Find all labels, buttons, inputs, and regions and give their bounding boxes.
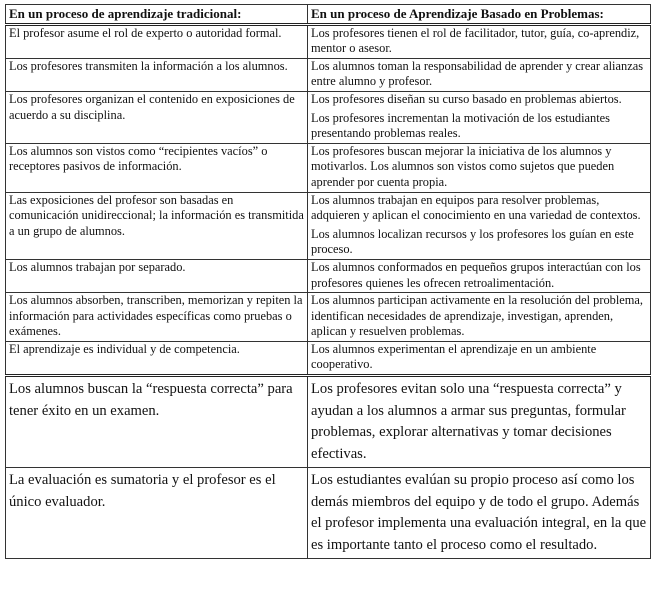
cell-abp — [308, 58, 651, 91]
cell-traditional: Los profesores organizan el contenido en exposiciones de acuerdo a su disciplina. — [6, 91, 308, 143]
table-row — [6, 58, 651, 91]
cell-abp — [308, 192, 651, 259]
cell-traditional: La evaluación es sumatoria y el profesor es el único evaluador. — [6, 468, 308, 559]
cell-abp: Los estudiantes evalúan su propio proceso así como los demás miembros del equipo y de todo el grupo. Además el profesor implementa una evaluación integral, en la que es importante tanto el proceso como el resultado. — [308, 468, 651, 559]
cell-abp — [308, 91, 651, 143]
cell-traditional: Los profesores transmiten la información a los alumnos. — [6, 58, 308, 91]
cell-paragraph: Los alumnos participan activamente en la resolución del problema, identifican necesidades de aprendizaje, investigan, aprenden, aplican y resuelven problemas. — [311, 293, 644, 339]
cell-paragraph: Los alumnos conformados en pequeños grupos interactúan con los profesores quienes les ofrecen retroalimentación. — [311, 259, 641, 290]
cell-paragraph: Los alumnos trabajan en equipos para resolver problemas, adquieren y aplican el conocimiento en una variedad de contextos. — [311, 192, 641, 223]
table-row — [6, 293, 651, 342]
cell-abp — [308, 259, 651, 292]
cell-traditional: Las exposiciones del profesor son basadas en comunicación unidireccional; la información es transmitida a un grupo de alumnos. — [6, 192, 308, 259]
cell-abp — [308, 341, 651, 375]
cell-traditional: Los alumnos trabajan por separado. — [6, 259, 308, 292]
cell-traditional: El aprendizaje es individual y de competencia. — [6, 341, 308, 375]
table-row — [6, 468, 651, 559]
cell-paragraph: Los profesores buscan mejorar la iniciativa de los alumnos y motivarlos. Los alumnos son vistos como sujetos que pueden aprender por cuenta propia. — [311, 143, 615, 189]
comparison-table — [5, 4, 651, 559]
table-row — [6, 341, 651, 375]
cell-abp: Los profesores evitan solo una “respuesta correcta” y ayudan a los alumnos a armar sus preguntas, formular problemas, explorar alternativas y tomar decisiones efectivas. — [308, 376, 651, 468]
cell-abp — [308, 293, 651, 342]
table-body — [6, 24, 651, 558]
cell-traditional: Los alumnos absorben, transcriben, memorizan y repiten la información para actividades específicas como pruebas o exámenes. — [6, 293, 308, 342]
header-abp: En un proceso de Aprendizaje Basado en Problemas: — [308, 5, 651, 25]
header-row — [6, 5, 651, 25]
cell-traditional: Los alumnos buscan la “respuesta correcta” para tener éxito en un examen. — [6, 376, 308, 468]
comparison-document — [5, 4, 650, 559]
table-row — [6, 24, 651, 58]
cell-paragraph: Los alumnos toman la responsabilidad de aprender y crear alianzas entre alumno y profesor. — [311, 58, 644, 89]
table-row — [6, 91, 651, 143]
table-row — [6, 376, 651, 468]
cell-traditional: Los alumnos son vistos como “recipientes vacíos” o receptores pasivos de información. — [6, 143, 308, 192]
table-row — [6, 259, 651, 292]
cell-abp — [308, 143, 651, 192]
cell-abp — [308, 24, 651, 58]
cell-paragraph: Los profesores tienen el rol de facilitador, tutor, guía, co-aprendiz, mentor o asesor. — [311, 25, 640, 56]
cell-paragraph: Los alumnos localizan recursos y los profesores los guían en este proceso. — [311, 226, 634, 257]
cell-paragraph: Los profesores incrementan la motivación de los estudiantes presentando problemas reales. — [311, 110, 611, 141]
cell-traditional: El profesor asume el rol de experto o autoridad formal. — [6, 24, 308, 58]
header-traditional: En un proceso de aprendizaje tradicional: — [6, 5, 308, 25]
table-row — [6, 192, 651, 259]
cell-paragraph: Los profesores diseñan su curso basado en problemas abiertos. — [311, 91, 622, 106]
cell-paragraph: Los alumnos experimentan el aprendizaje en un ambiente cooperativo. — [311, 341, 597, 372]
table-row — [6, 143, 651, 192]
